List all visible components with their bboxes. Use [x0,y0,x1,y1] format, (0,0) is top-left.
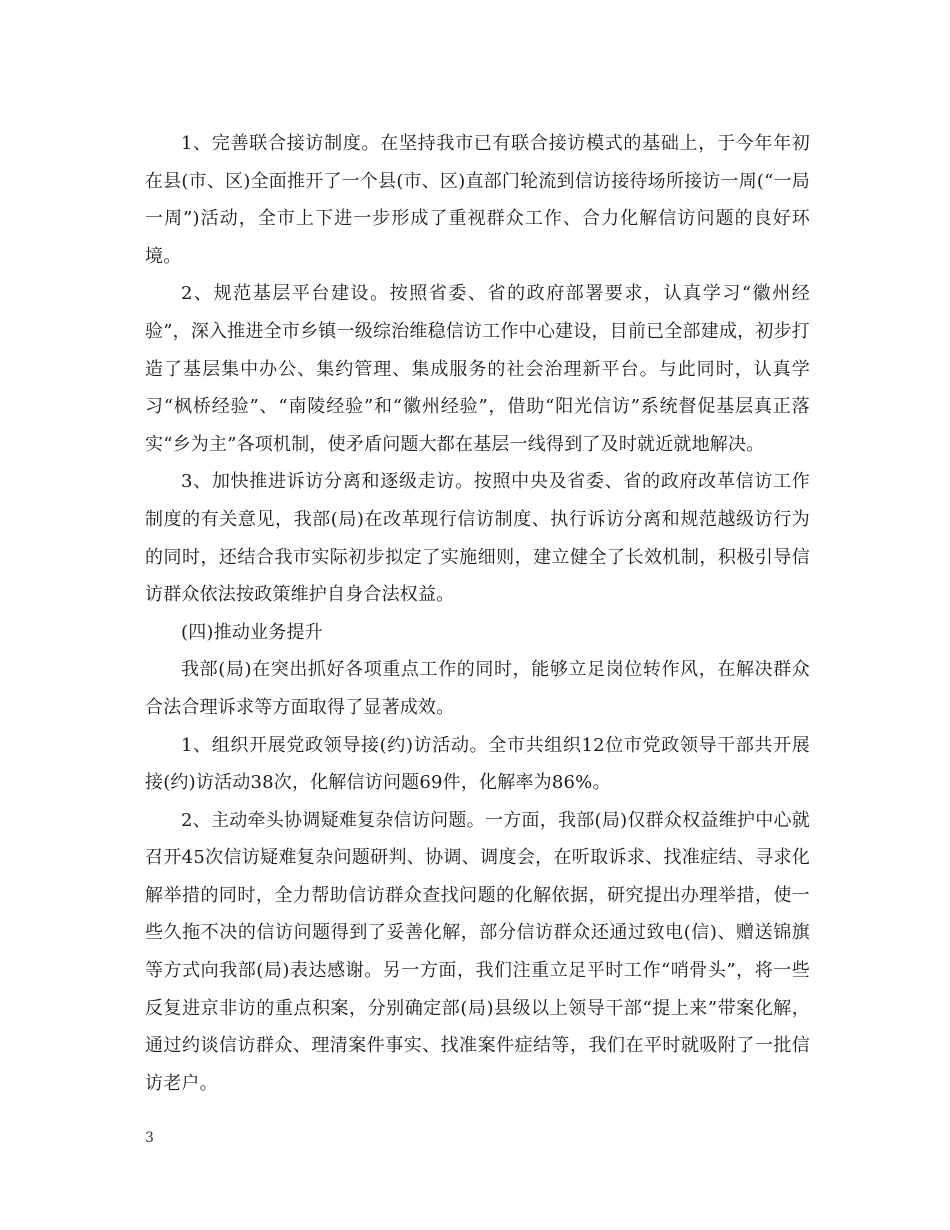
page-number: 3 [145,1130,154,1146]
paragraph-leader-reception: 1、组织开展党政领导接(约)访活动。全市共组织12位市党政领导干部共开展接(约)访活动38次，化解信访问题69件，化解率为86%。 [145,734,810,794]
paragraph-grassroots-platform: 2、规范基层平台建设。按照省委、省的政府部署要求，认真学习“徽州经验”，深入推进全市乡镇一级综治维稳信访工作中心建设，目前已全部建成，初步打造了基层集中办公、集约管理、集成服务的社会治理新平台。与此同时，认真学习“枫桥经验”、“南陵经验”和“徽州经验”，借助“阳光信访”系统督促基层真正落实“乡为主”各项机制，使矛盾问题大都在基层一线得到了及时就近就地解决。 [145,283,810,455]
paragraph-difficult-cases: 2、主动牵头协调疑难复杂信访问题。一方面，我部(局)仅群众权益维护中心就召开45次信访疑难复杂问题研判、协调、调度会，在听取诉求、找准症结、寻求化解举措的同时，全力帮助信访群众查找问题的化解依据，研究提出办理举措，使一些久拖不决的信访问题得到了妥善化解，部分信访群众还通过致电(信)、赠送锦旗等方式向我部(局)表达感谢。另一方面，我们注重立足平时工作“哨骨头”，将一些反复进京非访的重点积案，分别确定部(局)县级以上领导干部“提上来”带案化解，通过约谈信访群众、理清案件事实、找准案件症结等，我们在平时就吸附了一批信访老户。 [145,809,810,1094]
paragraph-section-intro: 我部(局)在突出抓好各项重点工作的同时，能够立足岗位转作风，在解决群众合法合理诉求等方面取得了显著成效。 [145,659,810,718]
paragraph-joint-reception: 1、完善联合接访制度。在坚持我市已有联合接访模式的基础上，于今年年初在县(市、区)全面推开了一个县(市、区)直部门轮流到信访接待场所接访一周(“一局一周”)活动，全市上下进一步形成了重视群众工作、合力化解信访问题的良好环境。 [145,133,810,267]
section-heading: (四)推动业务提升 [181,621,323,643]
document-body [145,125,810,1102]
paragraph-litigation-separation: 3、加快推进诉访分离和逐级走访。按照中央及省委、省的政府改革信访工作制度的有关意见，我部(局)在改革现行信访制度、执行诉访分离和规范越级访行为的同时，还结合我市实际初步拟定了实施细则，建立健全了长效机制，积极引导信访群众依法按政策维护自身合法权益。 [145,471,810,606]
